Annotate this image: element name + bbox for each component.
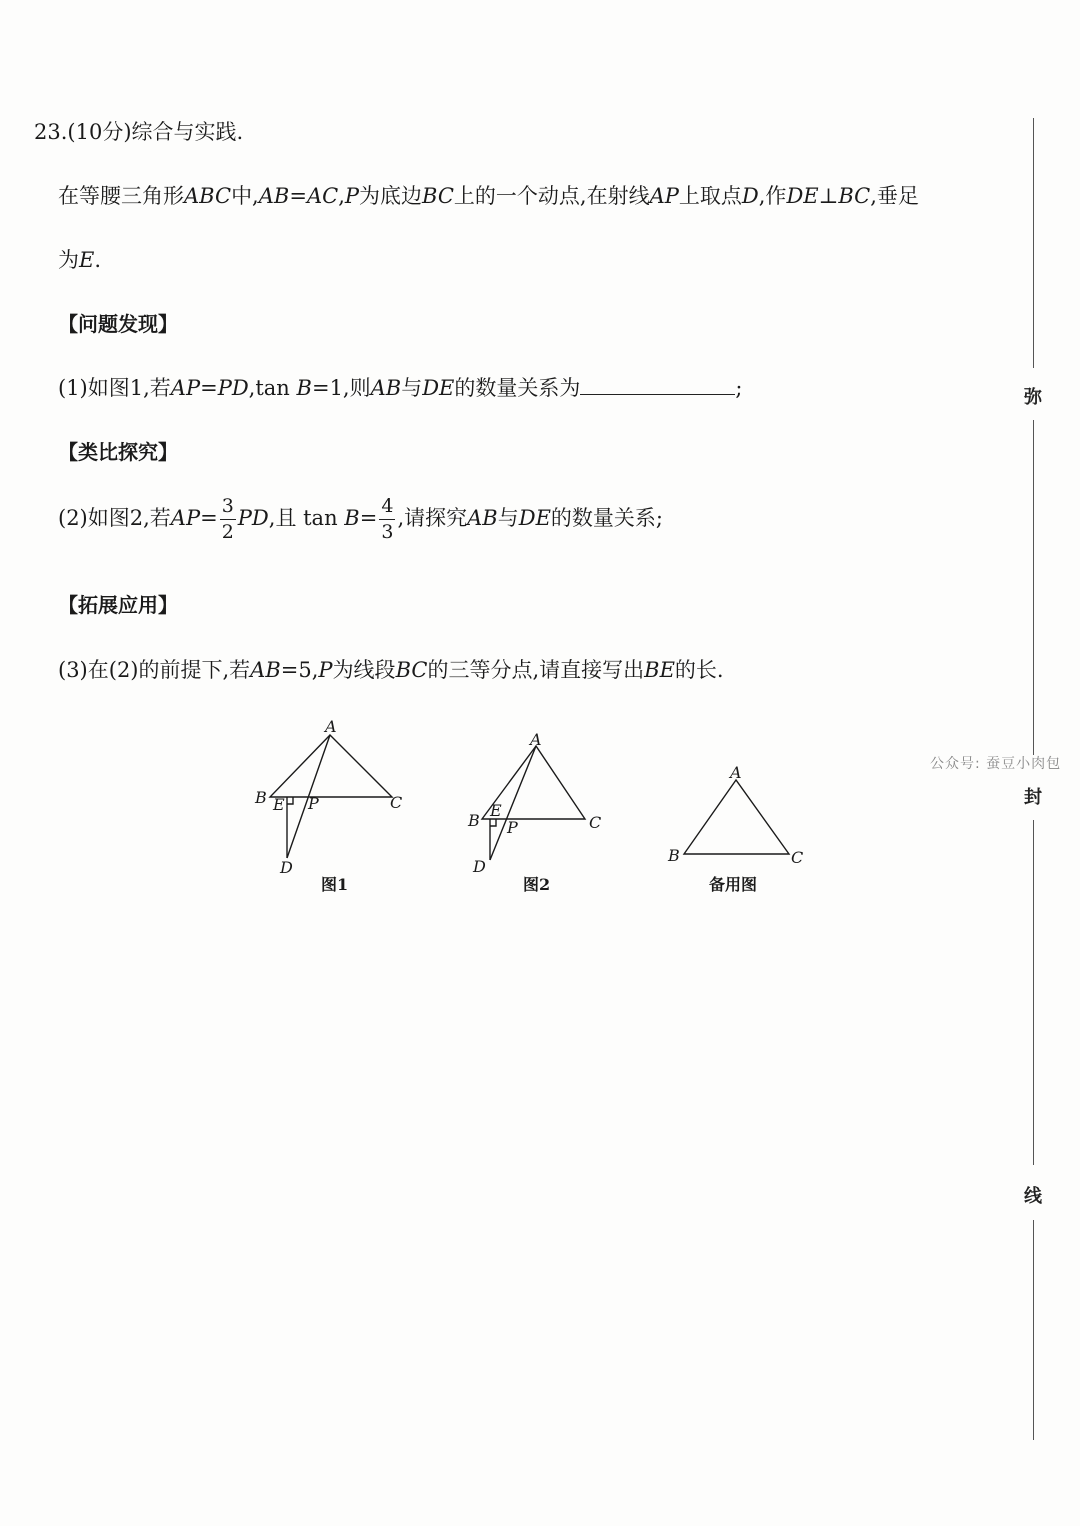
fig2-label-A: A: [530, 730, 542, 749]
fraction-numerator: 4: [379, 497, 395, 520]
part-text: 为线段: [332, 658, 396, 682]
fig1-label-C: C: [390, 793, 403, 812]
section-heading-extension: 【拓展应用】: [58, 593, 178, 617]
part-text: ;: [735, 376, 743, 400]
fig3-label-C: C: [791, 848, 804, 867]
fig3-triangle: [684, 780, 789, 854]
part-text: 的长.: [674, 658, 724, 682]
part-var: P: [318, 658, 333, 682]
fraction-numerator: 3: [220, 497, 236, 520]
part-text: =: [359, 506, 378, 530]
stem-text: 上的一个动点,在射线: [453, 184, 650, 208]
stem-text: =: [289, 184, 307, 208]
fig2-label-P: P: [507, 818, 518, 837]
part-var: AB: [370, 376, 402, 400]
stem-text: 上取点: [678, 184, 742, 208]
fig2-label-B: B: [468, 811, 480, 830]
stem-var: BC: [422, 184, 454, 208]
stem-var: AB: [258, 184, 290, 208]
margin-char-feng: 封: [1024, 787, 1042, 808]
stem-text: .: [94, 248, 102, 272]
fig1-right-angle: [287, 797, 293, 804]
part-var: PD: [237, 506, 269, 530]
stem-var: P: [344, 184, 360, 208]
part-var: B: [344, 506, 360, 530]
fig2-label-E: E: [490, 801, 502, 820]
margin-char-xian: 线: [1024, 1186, 1042, 1207]
stem-text: 为底边: [359, 184, 423, 208]
part-text: 与: [497, 506, 519, 530]
fig2-label-C: C: [589, 813, 602, 832]
fig3-label-B: B: [668, 846, 680, 865]
part-var: PD: [217, 376, 249, 400]
part-text: =1,则: [311, 376, 371, 400]
fraction-denominator: 3: [381, 521, 394, 543]
fraction-denominator: 2: [221, 521, 234, 543]
fig1-label-B: B: [255, 788, 267, 807]
part-var: AB: [250, 658, 281, 682]
margin-char-mi: 弥: [1024, 387, 1042, 408]
fig3-caption: 备用图: [709, 875, 758, 894]
fig1-caption: 图1: [321, 875, 349, 894]
part-var: AP: [170, 376, 201, 400]
fig1-label-A: A: [325, 717, 337, 736]
part-text: =5,: [280, 658, 319, 682]
stem-var: AC: [306, 184, 339, 208]
fig1-label-E: E: [273, 795, 285, 814]
stem-text: ,垂足: [870, 184, 919, 208]
part-text: 的数量关系;: [550, 506, 663, 530]
stem-text: 中,: [231, 184, 259, 208]
part-text: ,请探究: [397, 506, 468, 530]
watermark: 公众号: 蚕豆小肉包: [930, 756, 1062, 772]
stem-text: 在等腰三角形: [58, 184, 184, 208]
figure-1-diagram: [270, 735, 392, 858]
stem-var: BC: [838, 184, 871, 208]
part-var: DE: [422, 376, 455, 400]
stem-var: E: [79, 248, 95, 272]
stem-var: ABC: [184, 184, 232, 208]
stem-text: ,作: [758, 184, 787, 208]
margin-line-3: [1033, 820, 1034, 1165]
part-text: 与: [401, 376, 423, 400]
part-var: B: [296, 376, 312, 400]
part-var: AB: [467, 506, 498, 530]
stem-text: ⊥: [818, 184, 839, 208]
margin-line-1: [1033, 118, 1034, 368]
question-score: (10分): [67, 120, 132, 144]
part-text: 的数量关系为: [454, 376, 581, 400]
section-heading-analogy: 【类比探究】: [58, 440, 178, 464]
part-var: AP: [170, 506, 201, 530]
margin-line-2: [1033, 420, 1034, 755]
stem-var: D: [741, 184, 759, 208]
fig1-triangle: [270, 735, 392, 797]
fig2-label-D: D: [473, 857, 486, 876]
part-var: BE: [644, 658, 675, 682]
stem-text: 为: [58, 248, 79, 272]
part-text: (1)如图1,若: [58, 376, 171, 400]
fig2-caption: 图2: [523, 875, 551, 894]
question-topic: 综合与实践.: [131, 120, 244, 144]
part-text: (3)在(2)的前提下,若: [58, 658, 251, 682]
stem-text: ,: [338, 184, 345, 208]
margin-line-4: [1033, 1220, 1034, 1440]
stem-var: DE: [786, 184, 819, 208]
question-number: 23.: [34, 120, 68, 144]
part-var: DE: [518, 506, 551, 530]
part-var: BC: [395, 658, 428, 682]
fig3-label-A: A: [730, 763, 742, 782]
part-text: =: [200, 376, 218, 400]
fig1-label-P: P: [308, 794, 319, 813]
figure-3-diagram: [684, 780, 789, 854]
part-text: (2)如图2,若: [58, 506, 171, 530]
part-text: =: [200, 506, 218, 530]
section-heading-discovery: 【问题发现】: [58, 312, 178, 336]
part-text: ,tan: [248, 376, 290, 400]
part-text: 的三等分点,请直接写出: [427, 658, 645, 682]
fig1-label-D: D: [280, 858, 293, 877]
fig2-right-angle: [490, 819, 496, 826]
stem-var: AP: [649, 184, 679, 208]
part-text: ,且 tan: [268, 506, 338, 530]
